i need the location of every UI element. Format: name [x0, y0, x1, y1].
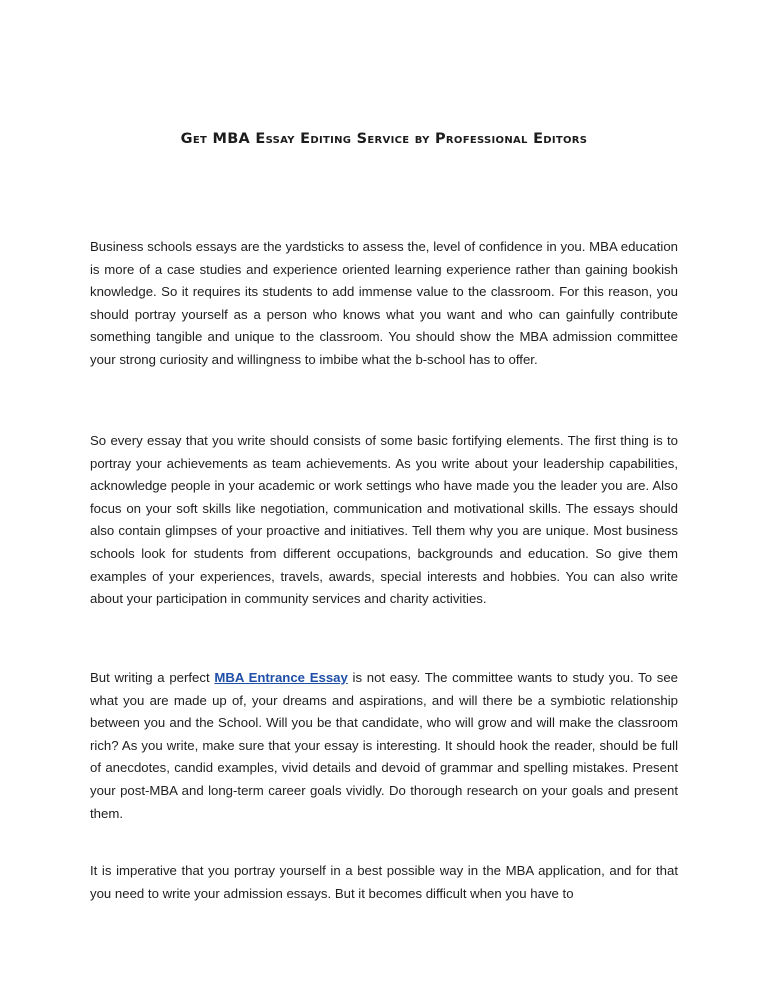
document-title: Get MBA Essay Editing Service by Professional Editors — [180, 131, 588, 147]
paragraph-3-text-after-link: is not easy. The committee wants to study you. To see what you are made up of, your dreams and aspirations, and will there be a symbiotic relationship between you and the School. Will you be that candidate, who will grow and will make the classroom rich? As you write, make sure that your essay is interesting. It should hook the reader, should be full of anecdotes, candid examples, vivid details and devoid of grammar and spelling mistakes. Present your post-MBA and long-term career goals vividly. Do thorough research on your goals and present them. — [90, 670, 678, 821]
paragraph-1: Business schools essays are the yardsticks to assess the, level of confidence in you. MBA education is more of a case studies and experience oriented learning experience rather than gaining bookish knowledge. So it requires its students to add immense value to the classroom. For this reason, you should portray yourself as a person who knows what you want and who can gainfully contribute something tangible and unique to the classroom. You should show the MBA admission committee your strong curiosity and willingness to imbibe what the b-school has to offer. — [90, 239, 678, 367]
paragraph-4: It is imperative that you portray yourself in a best possible way in the MBA application, and for that you need to write your admission essays. But it becomes difficult when you have to — [90, 863, 678, 901]
mba-entrance-essay-link[interactable]: MBA Entrance Essay — [214, 670, 348, 685]
paragraph-3-text-before-link: But writing a perfect — [90, 670, 215, 685]
paragraph-2: So every essay that you write should consists of some basic fortifying elements. The first thing is to portray your achievements as team achievements. As you write about your leadership capabilities, acknowledge people in your academic or work settings who have made you the leader you are. Also focus on your soft skills like negotiation, communication and motivational skills. The essays should also contain glimpses of your proactive and initiatives. Tell them why you are unique. Most business schools look for students from different occupations, backgrounds and education. So give them examples of your experiences, travels, awards, special interests and hobbies. You can also write about your participation in community services and charity activities. — [90, 433, 678, 607]
paragraph-3 — [90, 667, 678, 825]
